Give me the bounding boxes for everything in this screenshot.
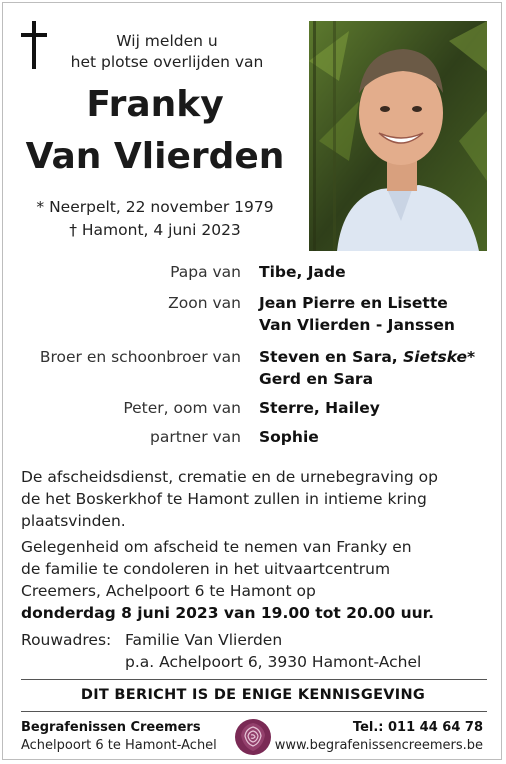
sole-notice-heading: DIT BERICHT IS DE ENIGE KENNISGEVING xyxy=(80,687,426,703)
cross-icon xyxy=(19,21,49,71)
divider-top xyxy=(21,679,487,680)
relation-label: Zoon van xyxy=(168,294,241,312)
relation-value: Tibe, Jade xyxy=(259,263,346,281)
relation-label: partner van xyxy=(150,428,241,446)
relation-label: Broer en schoonbroer van xyxy=(39,348,241,366)
deceased-first-name: Franky xyxy=(86,84,224,125)
relation-value xyxy=(259,346,475,368)
visitation-line: Gelegenheid om afscheid te nemen van Franky en xyxy=(21,538,412,556)
life-dates xyxy=(9,196,301,242)
intro-text xyxy=(49,31,285,73)
relation-value: Jean Pierre en Lisette xyxy=(259,294,448,312)
relation-value: Sterre, Hailey xyxy=(259,399,380,417)
ceremony-line: De afscheidsdienst, crematie en de urnebegraving op xyxy=(21,468,438,486)
funeral-home-website[interactable]: www.begrafenissencreemers.be xyxy=(274,738,483,753)
ceremony-paragraph xyxy=(21,466,491,532)
portrait-photo xyxy=(309,21,487,251)
rose-logo-icon xyxy=(233,717,273,757)
relation-value-italic: Sietske xyxy=(403,348,468,366)
relation-label: Papa van xyxy=(170,263,241,281)
visitation-paragraph xyxy=(21,536,491,624)
funeral-home-phone: Tel.: 011 44 64 78 xyxy=(352,720,483,735)
relation-value-line-2: Van Vlierden - Janssen xyxy=(259,316,455,334)
obituary-card xyxy=(2,2,502,760)
visitation-line: de familie te condoleren in het uitvaartcentrum xyxy=(21,560,391,578)
deceased-last-name: Van Vlierden xyxy=(25,136,285,177)
divider-bottom xyxy=(21,711,487,712)
visitation-datetime: donderdag 8 juni 2023 van 19.00 tot 20.00 uur. xyxy=(21,604,434,622)
intro-line-2: het plotse overlijden van xyxy=(70,53,264,71)
relation-value: Sophie xyxy=(259,428,319,446)
mourning-address-line-2: p.a. Achelpoort 6, 3930 Hamont-Achel xyxy=(125,653,422,671)
relation-value-line-2: Gerd en Sara xyxy=(259,370,374,388)
birth-date: * Neerpelt, 22 november 1979 xyxy=(36,198,274,216)
relation-value-suffix: * xyxy=(467,348,476,366)
ceremony-line: de het Boskerkhof te Hamont zullen in intieme kring xyxy=(21,490,427,508)
relation-label: Peter, oom van xyxy=(123,399,241,417)
funeral-home-address: Achelpoort 6 te Hamont-Achel xyxy=(21,738,217,753)
mourning-address-label: Rouwadres: xyxy=(21,631,112,649)
death-date: † Hamont, 4 juni 2023 xyxy=(69,221,241,239)
visitation-line: Creemers, Achelpoort 6 te Hamont op xyxy=(21,582,316,600)
relation-value-names: Steven en Sara, xyxy=(259,348,398,366)
intro-line-1: Wij melden u xyxy=(116,32,218,50)
ceremony-line: plaatsvinden. xyxy=(21,512,126,530)
mourning-address-line-1: Familie Van Vlierden xyxy=(125,631,283,649)
funeral-home-name: Begrafenissen Creemers xyxy=(21,720,201,735)
